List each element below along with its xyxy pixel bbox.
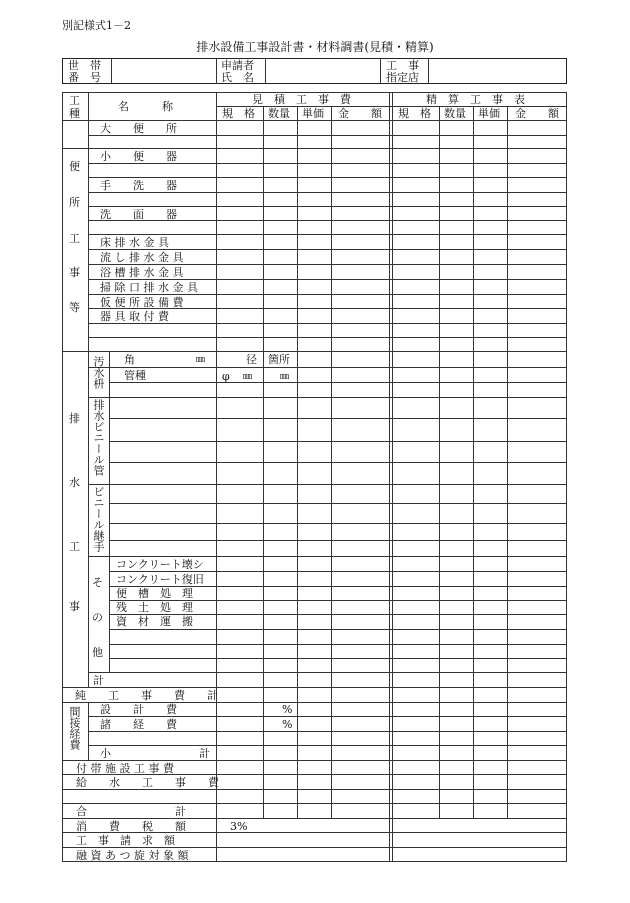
toilet-item: 仮 便 所 設 備 費 bbox=[100, 296, 184, 309]
set-amount-header: 金 額 bbox=[515, 107, 559, 120]
other-label-3: 他 bbox=[92, 646, 103, 659]
tax-rate: 3% bbox=[230, 820, 248, 833]
estimate-header: 見 積 工 事 費 bbox=[252, 93, 351, 106]
est-qty-header: 数量 bbox=[268, 107, 290, 120]
toilet-work-label-5: 等 bbox=[69, 301, 80, 314]
kind-header-1: 工 bbox=[69, 94, 80, 107]
cesspit-phi: φ bbox=[222, 370, 230, 383]
household-no-label-1: 世 帯 bbox=[68, 59, 101, 72]
indirect-subtotal: 小 計 bbox=[100, 747, 210, 760]
toilet-item: 洗 面 器 bbox=[100, 208, 177, 221]
indirect-percent: % bbox=[282, 703, 293, 716]
applicant-label-1: 申請者 bbox=[221, 59, 254, 72]
toilet-work-label-2: 所 bbox=[69, 196, 80, 209]
name-header: 名 称 bbox=[118, 100, 173, 113]
kind-header-2: 種 bbox=[69, 107, 80, 120]
other-item: 便 槽 処 理 bbox=[116, 587, 193, 600]
cesspit-pipe-type: 管種 bbox=[124, 369, 146, 382]
extra-item: 給 水 工 事 費 bbox=[76, 776, 219, 789]
billing-label: 工 事 請 求 額 bbox=[76, 834, 175, 847]
applicant-label-2: 氏 名 bbox=[221, 71, 254, 84]
indirect-item: 諸 経 費 bbox=[100, 718, 177, 731]
cesspit-corner: 角 bbox=[124, 353, 135, 366]
drain-work-label-4: 事 bbox=[69, 600, 80, 613]
cesspit-phi-mm: ㎜ bbox=[243, 372, 253, 382]
net-total: 純 工 事 費 計 bbox=[75, 689, 218, 702]
other-label-2: の bbox=[92, 611, 103, 624]
vinyl-pipe-label: 排水ビニール管 bbox=[92, 399, 105, 476]
drain-work-label-1: 排 bbox=[69, 412, 80, 425]
toilet-item: 手 洗 器 bbox=[100, 179, 177, 192]
drain-work-label-2: 水 bbox=[69, 476, 80, 489]
other-item: コンクリート壊シ bbox=[116, 558, 204, 571]
est-amount-header: 金 額 bbox=[338, 107, 382, 120]
toilet-item: 流 し 排 水 金 具 bbox=[100, 251, 184, 264]
other-item: 残 土 処 理 bbox=[116, 601, 193, 614]
toilet-work-label-3: 工 bbox=[69, 232, 80, 245]
other-item: コンクリート復旧 bbox=[116, 573, 204, 586]
other-label-1: そ bbox=[92, 576, 103, 589]
form-number: 別記様式1－2 bbox=[62, 19, 131, 32]
toilet-item: 浴 槽 排 水 金 具 bbox=[100, 266, 184, 279]
indirect-label: 間接経費 bbox=[68, 706, 81, 750]
set-qty-header: 数量 bbox=[444, 107, 466, 120]
indirect-item: 設 計 費 bbox=[100, 703, 177, 716]
cesspit-count: 箇所 bbox=[268, 353, 290, 366]
grand-total: 合 計 bbox=[76, 805, 186, 818]
tax-label: 消 費 税 額 bbox=[76, 820, 186, 833]
est-price-header: 単価 bbox=[302, 107, 324, 120]
set-spec-header: 規 格 bbox=[398, 107, 431, 120]
settle-header: 精 算 工 事 表 bbox=[426, 93, 525, 106]
drain-work-label-3: 工 bbox=[69, 540, 80, 553]
household-no-label-2: 番 号 bbox=[68, 71, 101, 84]
toilet-work-label-1: 便 bbox=[69, 160, 80, 173]
set-price-header: 単価 bbox=[478, 107, 500, 120]
extra-item: 付 帯 施 設 工 事 費 bbox=[76, 762, 174, 775]
toilet-work-label-4: 事 bbox=[69, 266, 80, 279]
drain-subtotal: 計 bbox=[93, 674, 104, 687]
cesspit-mm: ㎜ bbox=[196, 355, 206, 365]
form-title: 排水設備工事設計書・材料調書(見積・精算) bbox=[196, 40, 434, 54]
toilet-item: 小 便 器 bbox=[100, 150, 177, 163]
cesspit-label: 汚水枡 bbox=[92, 356, 105, 389]
toilet-item: 器 具 取 付 費 bbox=[100, 310, 169, 323]
other-item: 資 材 運 搬 bbox=[116, 615, 193, 628]
toilet-item: 床 排 水 金 具 bbox=[100, 236, 169, 249]
loan-label: 融 資 あ つ 旋 対 象 額 bbox=[76, 849, 189, 862]
toilet-item: 大 便 所 bbox=[100, 122, 177, 135]
cesspit-diameter: 径 bbox=[246, 353, 257, 366]
indirect-percent: % bbox=[282, 718, 293, 731]
toilet-item: 掃 除 口 排 水 金 具 bbox=[100, 281, 198, 294]
vinyl-joint-label: ビニール継手 bbox=[92, 486, 105, 552]
contractor-label-2: 指定店 bbox=[386, 71, 419, 84]
contractor-label-1: 工 事 bbox=[386, 59, 419, 72]
est-spec-header: 規 格 bbox=[222, 107, 255, 120]
cesspit-mm2: ㎜ bbox=[280, 372, 290, 382]
